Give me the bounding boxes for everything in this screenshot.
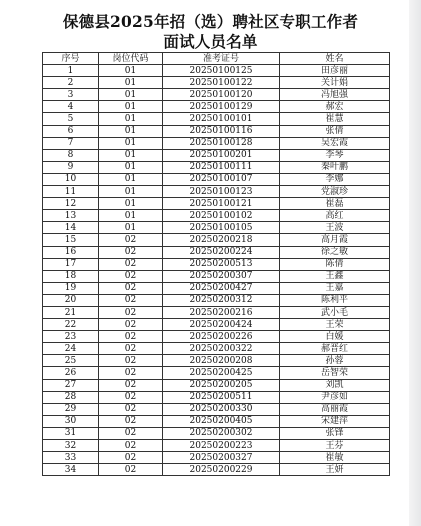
cell-name: 秦叶鹏	[280, 161, 390, 173]
cell-name: 李琴	[280, 149, 390, 161]
cell-ticket-number: 20250200307	[163, 270, 280, 282]
cell-ticket-number: 20250200205	[163, 379, 280, 391]
header-seq: 序号	[43, 53, 99, 65]
cell-seq: 4	[43, 101, 99, 113]
cell-ticket-number: 20250200405	[163, 415, 280, 427]
cell-post-code: 01	[99, 198, 163, 210]
cell-seq: 1	[43, 65, 99, 77]
cell-name: 宋建萍	[280, 415, 390, 427]
cell-name: 王鑫	[280, 270, 390, 282]
cell-name: 崔慧	[280, 113, 390, 125]
cell-seq: 15	[43, 234, 99, 246]
cell-post-code: 02	[99, 343, 163, 355]
cell-seq: 33	[43, 452, 99, 464]
cell-post-code: 02	[99, 270, 163, 282]
document-title: 保德县2025年招（选）聘社区专职工作者	[62, 12, 359, 31]
cell-name: 白媛	[280, 331, 390, 343]
cell-post-code: 02	[99, 440, 163, 452]
table-row	[43, 258, 390, 270]
table-row	[43, 246, 390, 258]
table-row	[43, 77, 390, 89]
cell-seq: 28	[43, 391, 99, 403]
cell-name: 徐之敏	[280, 246, 390, 258]
cell-name: 崔磊	[280, 198, 390, 210]
table-row	[43, 125, 390, 137]
cell-post-code: 01	[99, 125, 163, 137]
table-row	[43, 222, 390, 234]
cell-name: 吴宏霞	[280, 137, 390, 149]
cell-seq: 25	[43, 355, 99, 367]
table-row	[43, 391, 390, 403]
cell-ticket-number: 20250200322	[163, 343, 280, 355]
table-row	[43, 294, 390, 306]
cell-post-code: 01	[99, 186, 163, 198]
cell-name: 郝宏	[280, 101, 390, 113]
cell-name: 王嘉	[280, 282, 390, 294]
cell-ticket-number: 20250100111	[163, 161, 280, 173]
table-row	[43, 161, 390, 173]
cell-post-code: 01	[99, 89, 163, 101]
table-row	[43, 415, 390, 427]
cell-ticket-number: 20250100129	[163, 101, 280, 113]
cell-ticket-number: 20250200302	[163, 427, 280, 439]
cell-name: 张锋	[280, 427, 390, 439]
cell-seq: 17	[43, 258, 99, 270]
table-header-row	[43, 53, 390, 65]
cell-name: 李娜	[280, 173, 390, 185]
cell-post-code: 01	[99, 101, 163, 113]
table-row	[43, 149, 390, 161]
cell-seq: 22	[43, 319, 99, 331]
cell-post-code: 02	[99, 367, 163, 379]
cell-post-code: 02	[99, 427, 163, 439]
cell-post-code: 01	[99, 173, 163, 185]
cell-ticket-number: 20250100116	[163, 125, 280, 137]
cell-post-code: 01	[99, 149, 163, 161]
cell-post-code: 01	[99, 222, 163, 234]
cell-ticket-number: 20250200513	[163, 258, 280, 270]
table-row	[43, 65, 390, 77]
cell-seq: 29	[43, 403, 99, 415]
cell-post-code: 01	[99, 161, 163, 173]
cell-seq: 19	[43, 282, 99, 294]
table-row	[43, 198, 390, 210]
cell-seq: 5	[43, 113, 99, 125]
cell-seq: 24	[43, 343, 99, 355]
cell-ticket-number: 20250100101	[163, 113, 280, 125]
cell-seq: 2	[43, 77, 99, 89]
cell-ticket-number: 20250200427	[163, 282, 280, 294]
cell-seq: 11	[43, 186, 99, 198]
cell-seq: 9	[43, 161, 99, 173]
cell-name: 王芬	[280, 440, 390, 452]
cell-seq: 14	[43, 222, 99, 234]
cell-post-code: 02	[99, 452, 163, 464]
table-row	[43, 379, 390, 391]
document-subtitle: 面试人员名单	[163, 32, 258, 51]
cell-seq: 18	[43, 270, 99, 282]
cell-post-code: 02	[99, 306, 163, 318]
table-row	[43, 113, 390, 125]
table-row	[43, 186, 390, 198]
cell-seq: 27	[43, 379, 99, 391]
table-row	[43, 331, 390, 343]
cell-ticket-number: 20250200511	[163, 391, 280, 403]
cell-seq: 12	[43, 198, 99, 210]
cell-name: 王波	[280, 222, 390, 234]
cell-post-code: 01	[99, 65, 163, 77]
cell-ticket-number: 20250100107	[163, 173, 280, 185]
header-name: 姓名	[280, 53, 390, 65]
cell-post-code: 02	[99, 258, 163, 270]
cell-post-code: 02	[99, 464, 163, 476]
cell-ticket-number: 20250200223	[163, 440, 280, 452]
cell-ticket-number: 20250100201	[163, 149, 280, 161]
cell-ticket-number: 20250100128	[163, 137, 280, 149]
cell-seq: 6	[43, 125, 99, 137]
cell-ticket-number: 20250100123	[163, 186, 280, 198]
cell-seq: 34	[43, 464, 99, 476]
table-row	[43, 101, 390, 113]
cell-seq: 8	[43, 149, 99, 161]
table-row	[43, 89, 390, 101]
cell-seq: 10	[43, 173, 99, 185]
cell-name: 岳智荣	[280, 367, 390, 379]
table-row	[43, 343, 390, 355]
cell-post-code: 02	[99, 355, 163, 367]
cell-ticket-number: 20250200327	[163, 452, 280, 464]
cell-ticket-number: 20250200229	[163, 464, 280, 476]
roster-body	[43, 65, 390, 476]
table-row	[43, 234, 390, 246]
cell-name: 党淑珍	[280, 186, 390, 198]
cell-ticket-number: 20250200312	[163, 294, 280, 306]
cell-seq: 26	[43, 367, 99, 379]
cell-post-code: 02	[99, 331, 163, 343]
cell-ticket-number: 20250100102	[163, 210, 280, 222]
cell-post-code: 02	[99, 391, 163, 403]
cell-post-code: 01	[99, 113, 163, 125]
table-row	[43, 210, 390, 222]
table-row	[43, 173, 390, 185]
header-post-code: 岗位代码	[99, 53, 163, 65]
cell-name: 王荣	[280, 319, 390, 331]
cell-seq: 3	[43, 89, 99, 101]
cell-seq: 32	[43, 440, 99, 452]
table-row	[43, 403, 390, 415]
cell-ticket-number: 20250100122	[163, 77, 280, 89]
cell-ticket-number: 20250100120	[163, 89, 280, 101]
table-row	[43, 367, 390, 379]
cell-name: 冯旭强	[280, 89, 390, 101]
cell-name: 高月霞	[280, 234, 390, 246]
cell-ticket-number: 20250200218	[163, 234, 280, 246]
cell-post-code: 02	[99, 415, 163, 427]
cell-ticket-number: 20250100105	[163, 222, 280, 234]
cell-post-code: 02	[99, 234, 163, 246]
cell-ticket-number: 20250200330	[163, 403, 280, 415]
cell-name: 尹彦如	[280, 391, 390, 403]
cell-name: 关计娟	[280, 77, 390, 89]
cell-seq: 16	[43, 246, 99, 258]
cell-post-code: 02	[99, 403, 163, 415]
cell-post-code: 02	[99, 282, 163, 294]
cell-ticket-number: 20250200216	[163, 306, 280, 318]
table-row	[43, 306, 390, 318]
cell-ticket-number: 20250200226	[163, 331, 280, 343]
cell-post-code: 02	[99, 246, 163, 258]
roster-table	[42, 52, 390, 476]
table-row	[43, 270, 390, 282]
table-row	[43, 355, 390, 367]
header-ticket-number: 准考证号	[163, 53, 280, 65]
cell-name: 刘凯	[280, 379, 390, 391]
cell-name: 高红	[280, 210, 390, 222]
cell-post-code: 02	[99, 319, 163, 331]
cell-post-code: 02	[99, 294, 163, 306]
cell-seq: 13	[43, 210, 99, 222]
table-row	[43, 440, 390, 452]
cell-name: 高丽霞	[280, 403, 390, 415]
cell-name: 孙蓉	[280, 355, 390, 367]
cell-name: 张倩	[280, 125, 390, 137]
cell-name: 陈利平	[280, 294, 390, 306]
cell-ticket-number: 20250100121	[163, 198, 280, 210]
table-row	[43, 464, 390, 476]
cell-post-code: 01	[99, 137, 163, 149]
viewer-margin	[409, 0, 421, 526]
cell-ticket-number: 20250200425	[163, 367, 280, 379]
cell-name: 田彦丽	[280, 65, 390, 77]
cell-name: 陈倩	[280, 258, 390, 270]
cell-post-code: 02	[99, 379, 163, 391]
cell-post-code: 01	[99, 77, 163, 89]
table-row	[43, 452, 390, 464]
cell-seq: 23	[43, 331, 99, 343]
cell-seq: 20	[43, 294, 99, 306]
cell-ticket-number: 20250100125	[163, 65, 280, 77]
cell-ticket-number: 20250200208	[163, 355, 280, 367]
table-row	[43, 282, 390, 294]
cell-name: 郝晋红	[280, 343, 390, 355]
cell-name: 王妍	[280, 464, 390, 476]
table-row	[43, 427, 390, 439]
cell-seq: 31	[43, 427, 99, 439]
cell-seq: 7	[43, 137, 99, 149]
cell-post-code: 01	[99, 210, 163, 222]
table-row	[43, 137, 390, 149]
cell-seq: 30	[43, 415, 99, 427]
cell-ticket-number: 20250200424	[163, 319, 280, 331]
cell-name: 武小毛	[280, 306, 390, 318]
cell-ticket-number: 20250200224	[163, 246, 280, 258]
table-row	[43, 319, 390, 331]
cell-name: 崔敏	[280, 452, 390, 464]
cell-seq: 21	[43, 306, 99, 318]
